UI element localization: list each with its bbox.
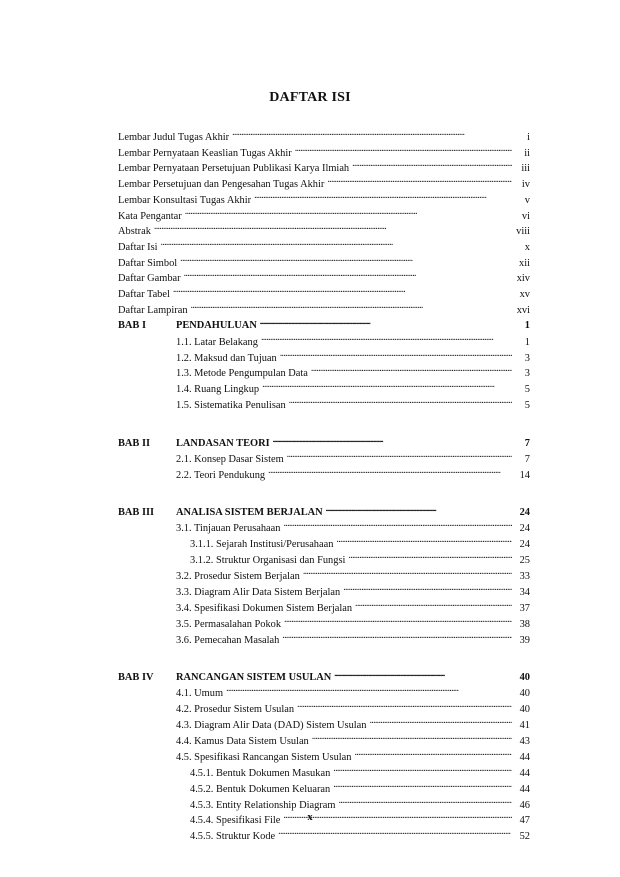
toc-entry-page: 24 (519, 507, 530, 519)
dot-leader (327, 173, 512, 187)
toc-section-entry (190, 778, 530, 795)
toc-entry-page: 39 (519, 634, 530, 646)
toc-entry-page: 14 (519, 469, 530, 481)
toc-section-entry (176, 464, 530, 481)
toc-entry-page: 38 (519, 618, 530, 630)
chapter-label: BAB IV (118, 672, 154, 683)
dot-leader (295, 142, 512, 156)
toc-entry-page: i (527, 132, 530, 143)
dot-leader (348, 549, 512, 563)
toc-section-entry (176, 746, 530, 763)
toc-chapter-heading (118, 314, 530, 332)
toc-entry-text: Lembar Pernyataan Keaslian Tugas Akhir (118, 147, 292, 159)
toc-entry-text: 2.1. Konsep Dasar Sistem (176, 453, 284, 465)
toc-entry-text: 4.2. Prosedur Sistem Usulan (176, 704, 295, 716)
toc-front-entry (118, 267, 530, 285)
toc-entry-page: 3 (524, 368, 530, 380)
dot-leader (343, 581, 512, 595)
toc-entry-text: 1.4. Ruang Lingkup (176, 384, 260, 396)
toc-entry-text: Daftar Gambar (118, 273, 181, 285)
toc-front-entry (118, 252, 530, 269)
toc-entry-page: xvi (516, 304, 530, 316)
toc-entry-text: 4.1. Umum (176, 688, 224, 700)
toc-entry-text: 2.2. Teori Pendukung (176, 469, 266, 481)
toc-section-entry (190, 825, 530, 843)
toc-entry-page: 7 (524, 437, 530, 449)
dot-leader (287, 448, 512, 462)
toc-entry-text: Daftar Lampiran (118, 304, 188, 316)
toc-entry-text: Daftar Isi (118, 241, 158, 253)
toc-entry-page: iii (521, 163, 530, 175)
toc-entry-page: 46 (519, 799, 530, 811)
toc-entry-page: 1 (524, 320, 530, 332)
toc-entry-page: 41 (519, 720, 530, 731)
dot-leader (262, 378, 512, 392)
dot-leader (333, 778, 512, 792)
toc-entry-page: iv (521, 179, 530, 191)
toc-front-entry (118, 236, 530, 253)
toc-front-entry (118, 189, 530, 206)
chapter-label: BAB II (118, 437, 151, 449)
toc-front-entry (118, 299, 530, 316)
toc-section-entry (176, 613, 530, 630)
toc-entry-page: 40 (519, 688, 530, 700)
dot-leader (326, 501, 512, 515)
toc-entry-page: 44 (519, 767, 530, 779)
dot-leader (191, 299, 512, 313)
toc-entry-text: 4.5.3. Entity Relationship Diagram (190, 799, 336, 811)
toc-entry-page: 34 (519, 586, 530, 598)
dot-leader (254, 189, 512, 203)
toc-entry-text: 3.6. Pemecahan Masalah (176, 634, 280, 646)
dot-leader (180, 252, 512, 266)
toc-section-entry (190, 533, 530, 551)
dot-leader (185, 205, 512, 219)
dot-leader (303, 565, 512, 579)
toc-entry-text: 3.1.1. Sejarah Institusi/Perusahaan (190, 539, 334, 551)
toc-entry-text: LANDASAN TEORI (176, 437, 270, 449)
dot-leader (333, 762, 512, 776)
toc-entry-text: PENDAHULUAN (176, 320, 257, 332)
dot-leader (311, 362, 512, 376)
dot-leader (338, 794, 512, 808)
toc-entry-text: 1.2. Maksud dan Tujuan (176, 352, 277, 364)
toc-section-entry (190, 549, 530, 567)
toc-entry-page: 7 (524, 453, 530, 465)
toc-entry-page: 44 (519, 783, 530, 795)
dot-leader (352, 157, 512, 171)
dot-leader (268, 464, 512, 478)
toc-entry-page: 52 (519, 831, 530, 843)
toc-entry-text: Abstrak (118, 226, 151, 238)
dot-leader (260, 314, 512, 328)
toc-entry-text: Lembar Judul Tugas Akhir (118, 132, 230, 143)
toc-front-entry (118, 205, 530, 222)
toc-entry-page: 40 (519, 672, 530, 683)
toc-entry-page: 24 (519, 539, 530, 551)
page-title: DAFTAR ISI (269, 90, 351, 105)
toc-section-entry (176, 730, 530, 747)
toc-front-entry (118, 126, 530, 143)
toc-entry-text: 4.5.5. Struktur Kode (190, 831, 276, 843)
toc-front-entry (118, 142, 530, 159)
toc-section-entry (176, 629, 530, 646)
page-number: x (307, 812, 313, 823)
toc-section-entry (176, 394, 530, 412)
dot-leader (297, 698, 512, 712)
toc-section-entry (176, 581, 530, 598)
toc-entry-page: ii (524, 147, 530, 159)
toc-section-entry (176, 378, 530, 396)
toc-entry-text: Daftar Simbol (118, 257, 178, 269)
dot-leader (289, 394, 512, 408)
toc-front-entry (118, 283, 530, 300)
dot-leader (354, 746, 512, 760)
toc-entry-text: 1.3. Metode Pengumpulan Data (176, 368, 308, 380)
dot-leader (278, 825, 512, 839)
toc-entry-text: 3.1. Tinjauan Perusahaan (176, 523, 281, 535)
toc-entry-page: 37 (519, 602, 530, 614)
toc-entry-page: x (524, 241, 530, 253)
dot-leader (173, 283, 512, 297)
toc-chapter-heading (118, 666, 530, 683)
dot-leader (334, 666, 512, 680)
toc-section-entry (176, 565, 530, 582)
toc-entry-text: Kata Pengantar (118, 210, 182, 222)
toc-chapter-heading (118, 501, 530, 519)
toc-front-entry (118, 157, 530, 175)
toc-entry-text: 1.5. Sistematika Penulisan (176, 400, 286, 412)
dot-leader (282, 629, 512, 643)
toc-entry-page: xii (519, 257, 530, 269)
toc-section-entry (176, 714, 530, 731)
toc-entry-text: ANALISA SISTEM BERJALAN (176, 507, 323, 519)
toc-section-entry (176, 698, 530, 716)
toc-chapter-heading (118, 432, 530, 449)
dot-leader (184, 267, 512, 281)
toc-entry-text: Lembar Konsultasi Tugas Akhir (118, 194, 252, 206)
toc-entry-text: 4.3. Diagram Alir Data (DAD) Sistem Usulan (176, 720, 367, 731)
toc-entry-text: 4.5. Spesifikasi Rancangan Sistem Usulan (176, 751, 352, 763)
toc-entry-page: viii (516, 226, 530, 238)
toc-entry-page: vi (521, 210, 530, 222)
toc-entry-text: 3.5. Permasalahan Pokok (176, 618, 282, 630)
toc-entry-page: v (524, 194, 530, 206)
toc-entry-page: 43 (519, 735, 530, 747)
toc-entry-text: 3.4. Spesifikasi Dokumen Sistem Berjalan (176, 602, 353, 614)
chapter-label: BAB I (118, 320, 147, 332)
toc-entry-text: 3.3. Diagram Alir Data Sistem Berjalan (176, 586, 341, 598)
toc-section-entry (176, 347, 530, 364)
toc-entry-page: 44 (519, 751, 530, 763)
toc-section-entry (176, 682, 530, 700)
dot-leader (226, 682, 512, 696)
toc-section-entry (190, 762, 530, 779)
toc-entry-page: xv (519, 289, 530, 300)
dot-leader (161, 236, 512, 250)
dot-leader (273, 432, 512, 446)
toc-section-entry (176, 362, 530, 380)
toc-entry-page: 3 (524, 352, 530, 364)
toc-entry-page: xiv (516, 273, 530, 285)
dot-leader (154, 220, 512, 234)
toc-entry-text: 4.5.1. Bentuk Dokumen Masukan (190, 767, 331, 779)
dot-leader (284, 613, 512, 627)
toc-section-entry (190, 794, 530, 811)
toc-entry-page: 1 (524, 336, 530, 348)
dot-leader (336, 533, 512, 547)
toc-section-entry (176, 517, 530, 535)
toc-entry-text: Lembar Persetujuan dan Pengesahan Tugas Akhir (118, 179, 325, 191)
toc-entry-text: 3.2. Prosedur Sistem Berjalan (176, 571, 300, 582)
toc-entry-page: 40 (519, 704, 530, 716)
toc-entry-page: 47 (519, 815, 530, 827)
toc-entry-text: 4.5.4. Spesifikasi File (190, 815, 281, 827)
toc-entry-page: 25 (519, 555, 530, 567)
dot-leader (283, 517, 512, 531)
dot-leader (312, 730, 512, 744)
toc-entry-text: 4.4. Kamus Data Sistem Usulan (176, 735, 309, 747)
toc-entry-text: Lembar Pernyataan Persetujuan Publikasi Karya Ilmiah (118, 163, 350, 175)
toc-entry-text: RANCANGAN SISTEM USULAN (176, 672, 332, 683)
dot-leader (355, 597, 512, 611)
toc-entry-text: 3.1.2. Struktur Organisasi dan Fungsi (190, 555, 346, 567)
toc-entry-page: 5 (524, 384, 530, 396)
toc-section-entry (176, 597, 530, 614)
toc-section-entry (176, 448, 530, 465)
toc-section-entry (176, 331, 530, 348)
toc-entry-text: Daftar Tabel (118, 289, 170, 300)
toc-entry-page: 24 (519, 523, 530, 535)
toc-entry-page: 33 (519, 571, 530, 582)
chapter-label: BAB III (118, 507, 155, 519)
dot-leader (280, 347, 512, 361)
toc-entry-text: 4.5.2. Bentuk Dokumen Keluaran (190, 783, 331, 795)
dot-leader (261, 331, 512, 345)
toc-entry-text: 1.1. Latar Belakang (176, 336, 258, 348)
toc-front-entry (118, 173, 530, 191)
dot-leader (232, 126, 512, 140)
dot-leader (369, 714, 512, 728)
toc-front-entry (118, 220, 530, 238)
toc-entry-page: 5 (524, 400, 530, 412)
